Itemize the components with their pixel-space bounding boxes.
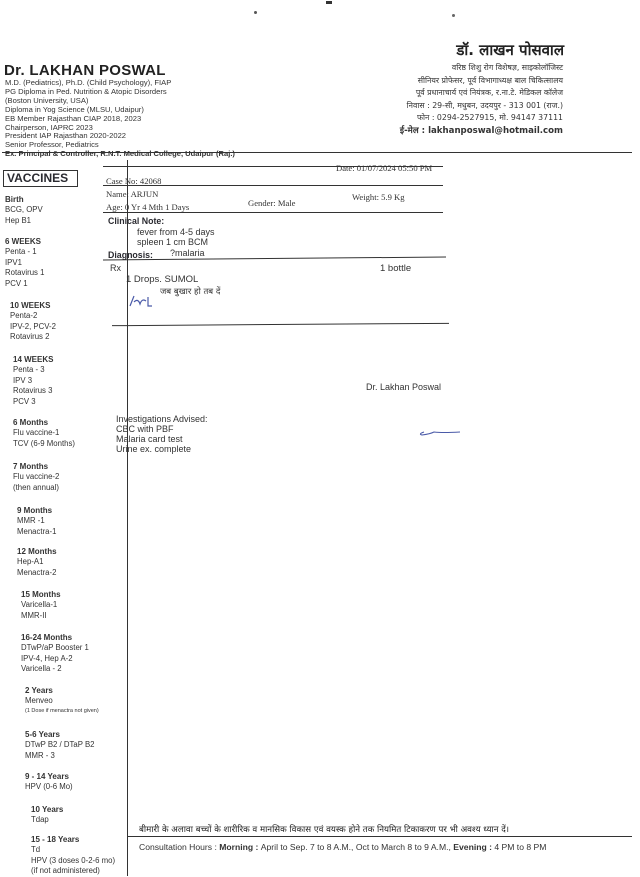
sidebar-divider [127, 160, 128, 876]
vaccine-note: (1 Dose if menactra not given) [25, 707, 99, 714]
vaccine-item: MMR-II [21, 610, 47, 620]
vaccine-item: HPV (0-6 Mo) [25, 782, 73, 791]
vaccine-group [21, 633, 89, 675]
header-rule [2, 152, 632, 153]
qualification-line: Diploma in Yog Science (MLSU, Udaipur) [5, 104, 144, 114]
footer-notice: बीमारी के अलावा बच्चों के शारीरिक व मानसिक विकास एवं वयस्क होने तक नियमित टिकाकरण पर भी अवश्य ध्यान दें। [139, 825, 510, 835]
morning-hours: April to Sep. 7 to 8 A.M., Oct to March 8 to 9 A.M., [260, 842, 454, 852]
vaccine-item: (if not administered) [31, 866, 100, 875]
rx-item: 1 Drops. SUMOL [126, 274, 199, 285]
vaccine-group [25, 730, 94, 761]
vaccine-item: Flu vaccine-2 [13, 472, 60, 481]
vaccine-item: Hep-A1 [17, 557, 44, 566]
rule [103, 257, 446, 261]
visit-date: Date: 01/07/2024 05:50 PM [336, 163, 433, 173]
vaccine-group [17, 547, 57, 578]
vaccine-item: PCV 3 [13, 396, 36, 406]
vaccine-group [5, 237, 44, 289]
vaccine-group [13, 355, 53, 407]
vaccine-age-heading: 12 Months [17, 547, 57, 556]
vaccine-item: MMR -1 [17, 516, 45, 525]
rx-symbol: Rx [110, 263, 121, 273]
vaccine-age-heading: 9 - 14 Years [25, 772, 69, 781]
vaccine-item: PCV 1 [5, 278, 28, 288]
vaccine-item: Hep B1 [5, 215, 32, 225]
scan-mark [452, 14, 455, 17]
vaccine-group [31, 835, 115, 877]
morning-label: Morning : [219, 842, 261, 852]
vaccine-age-heading: 10 Years [31, 805, 64, 814]
vaccine-age-heading: Birth [5, 195, 24, 204]
rule [103, 212, 443, 213]
vaccine-group [25, 772, 73, 793]
vaccine-group [13, 418, 75, 449]
hours-prefix: Consultation Hours : [139, 842, 220, 852]
vaccine-item: Menveo [25, 696, 53, 705]
qualification-line: PG Diploma in Ped. Nutrition & Atopic Disorders [5, 86, 167, 96]
scan-mark [254, 11, 257, 14]
hindi-line: वरिष्ठ शिशु रोग विशेषज्ञ, साइकोलॉजिस्ट [451, 63, 563, 72]
diagnosis-value: ?malaria [170, 248, 205, 258]
investigation-item: CBC with PBF [116, 424, 174, 434]
vaccine-item: IPV 3 [13, 375, 33, 385]
vaccine-group [13, 462, 59, 493]
vaccine-item: Rotavirus 1 [5, 268, 45, 277]
vaccine-item: DTwP B2 / DTaP B2 [25, 740, 95, 749]
consultation-hours [139, 842, 546, 852]
qualification-line: President IAP Rajasthan 2020-2022 [5, 131, 127, 141]
qualifications [5, 79, 265, 159]
vaccine-item: IPV1 [5, 257, 22, 267]
diagnosis-label: Diagnosis: [108, 250, 153, 260]
qualification-line: Senior Professor, Pediatrics [5, 140, 99, 150]
investigation-item: Urine ex. complete [116, 444, 192, 454]
hindi-details [400, 62, 563, 137]
vaccine-item: Penta - 3 [13, 365, 45, 374]
qualification-line: EB Member Rajasthan CIAP 2018, 2023 [5, 113, 142, 123]
vaccine-group [31, 805, 63, 826]
vaccine-item: Penta-2 [10, 311, 38, 320]
vaccine-item: Rotavirus 3 [13, 386, 53, 395]
vaccine-item: Varicella-1 [21, 600, 58, 609]
hindi-line: फोन : 0294-2527915, मो. 94147 37111 [416, 113, 563, 122]
vaccine-item: Menactra-2 [17, 567, 57, 577]
investigation-item: Malaria card test [116, 434, 183, 444]
qualification-line: (Boston University, USA) [5, 95, 89, 105]
vaccine-age-heading: 14 WEEKS [13, 355, 54, 364]
handwritten-tick [416, 426, 466, 438]
vaccine-item: Varicella - 2 [21, 664, 62, 673]
vaccine-item: Td [31, 845, 41, 854]
vaccine-age-heading: 15 - 18 Years [31, 835, 80, 844]
rx-quantity: 1 bottle [380, 263, 412, 274]
patient-weight: Weight: 5.9 Kg [352, 192, 405, 202]
vaccine-item: IPV-4, Hep A-2 [21, 653, 73, 663]
investigations-label: Investigations Advised: [116, 414, 208, 424]
vaccine-group [25, 686, 99, 715]
vaccine-item: IPV-2, PCV-2 [10, 321, 56, 331]
doctor-name-en: Dr. LAKHAN POSWAL [4, 62, 166, 79]
vaccine-item: HPV (3 doses 0-2-6 mo) [31, 855, 116, 865]
patient-age: Age: 0 Yr 4 Mth 1 Days [106, 202, 190, 212]
hindi-line: सीनियर प्रोफेसर, पूर्व विभागाध्यक्ष बाल चिकित्सालय [417, 75, 563, 85]
vaccine-age-heading: 10 WEEKS [10, 301, 51, 310]
vaccine-item: MMR - 3 [25, 750, 55, 760]
vaccine-item: DTwP/aP Booster 1 [21, 643, 89, 652]
vaccine-item: BCG, OPV [5, 205, 43, 214]
clinical-line: spleen 1 cm BCM [137, 237, 209, 247]
scan-mark [326, 1, 332, 4]
vaccine-item: TCV (6-9 Months) [13, 438, 75, 448]
vaccine-age-heading: 6 WEEKS [5, 237, 42, 246]
qualification-line: M.D. (Pediatrics), Ph.D. (Child Psychology), FIAP [5, 78, 172, 87]
vaccine-item: Penta - 1 [5, 247, 37, 256]
hindi-line: पूर्व प्रधानाचार्य एवं नियंत्रक, र.ना.टे. मेडिकल कॉलेज [415, 88, 563, 97]
vaccine-group [21, 590, 61, 621]
patient-name: Name: ARJUN [106, 189, 159, 199]
vaccine-item: Flu vaccine-1 [13, 428, 60, 437]
vaccine-group [5, 195, 43, 226]
vaccine-item: Menactra-1 [17, 526, 57, 536]
vaccine-group [17, 506, 56, 537]
vaccine-age-heading: 5-6 Years [25, 730, 60, 739]
rx-instruction: जब बुखार हो तब दें [160, 287, 221, 297]
rule [103, 185, 443, 186]
patient-gender: Gender: Male [248, 198, 296, 208]
signature-text: Dr. Lakhan Poswal [366, 382, 442, 392]
vaccine-item: (then annual) [13, 482, 59, 492]
vaccine-item: Rotavirus 2 [10, 332, 50, 341]
hindi-line: निवास : 29-सी, मधुबन, उदयपुर - 313 001 (राज.) [406, 100, 563, 110]
vaccine-age-heading: 15 Months [21, 590, 61, 599]
vaccine-age-heading: 7 Months [13, 462, 49, 471]
vaccine-age-heading: 6 Months [13, 418, 49, 427]
vaccine-age-heading: 16-24 Months [21, 633, 73, 642]
vaccine-group [10, 301, 56, 343]
evening-hours: 4 PM to 8 PM [494, 842, 547, 852]
doctor-name-hi: डॉ. लाखन पोसवाल [456, 41, 564, 59]
qualification-line: Ex. Principal & Controller, R.N.T. Medical College, Udaipur (Raj.) [5, 149, 235, 159]
evening-label: Evening : [453, 842, 495, 852]
vaccine-age-heading: 9 Months [17, 506, 53, 515]
clinical-line: fever from 4-5 days [137, 227, 215, 237]
vaccine-item: Tdap [31, 815, 49, 824]
qualification-line: Chairperson, IAPRC 2023 [5, 122, 93, 132]
footer-rule [128, 836, 632, 837]
clinical-note-label: Clinical Note: [108, 216, 165, 226]
vaccine-age-heading: 2 Years [25, 686, 53, 695]
hindi-line: ई-मेल : lakhanposwal@hotmail.com [399, 125, 563, 136]
handwritten-mark [128, 292, 158, 310]
rx-rule [112, 323, 449, 326]
vaccines-title: VACCINES [3, 170, 78, 187]
case-number: Case No: 42068 [106, 176, 162, 186]
